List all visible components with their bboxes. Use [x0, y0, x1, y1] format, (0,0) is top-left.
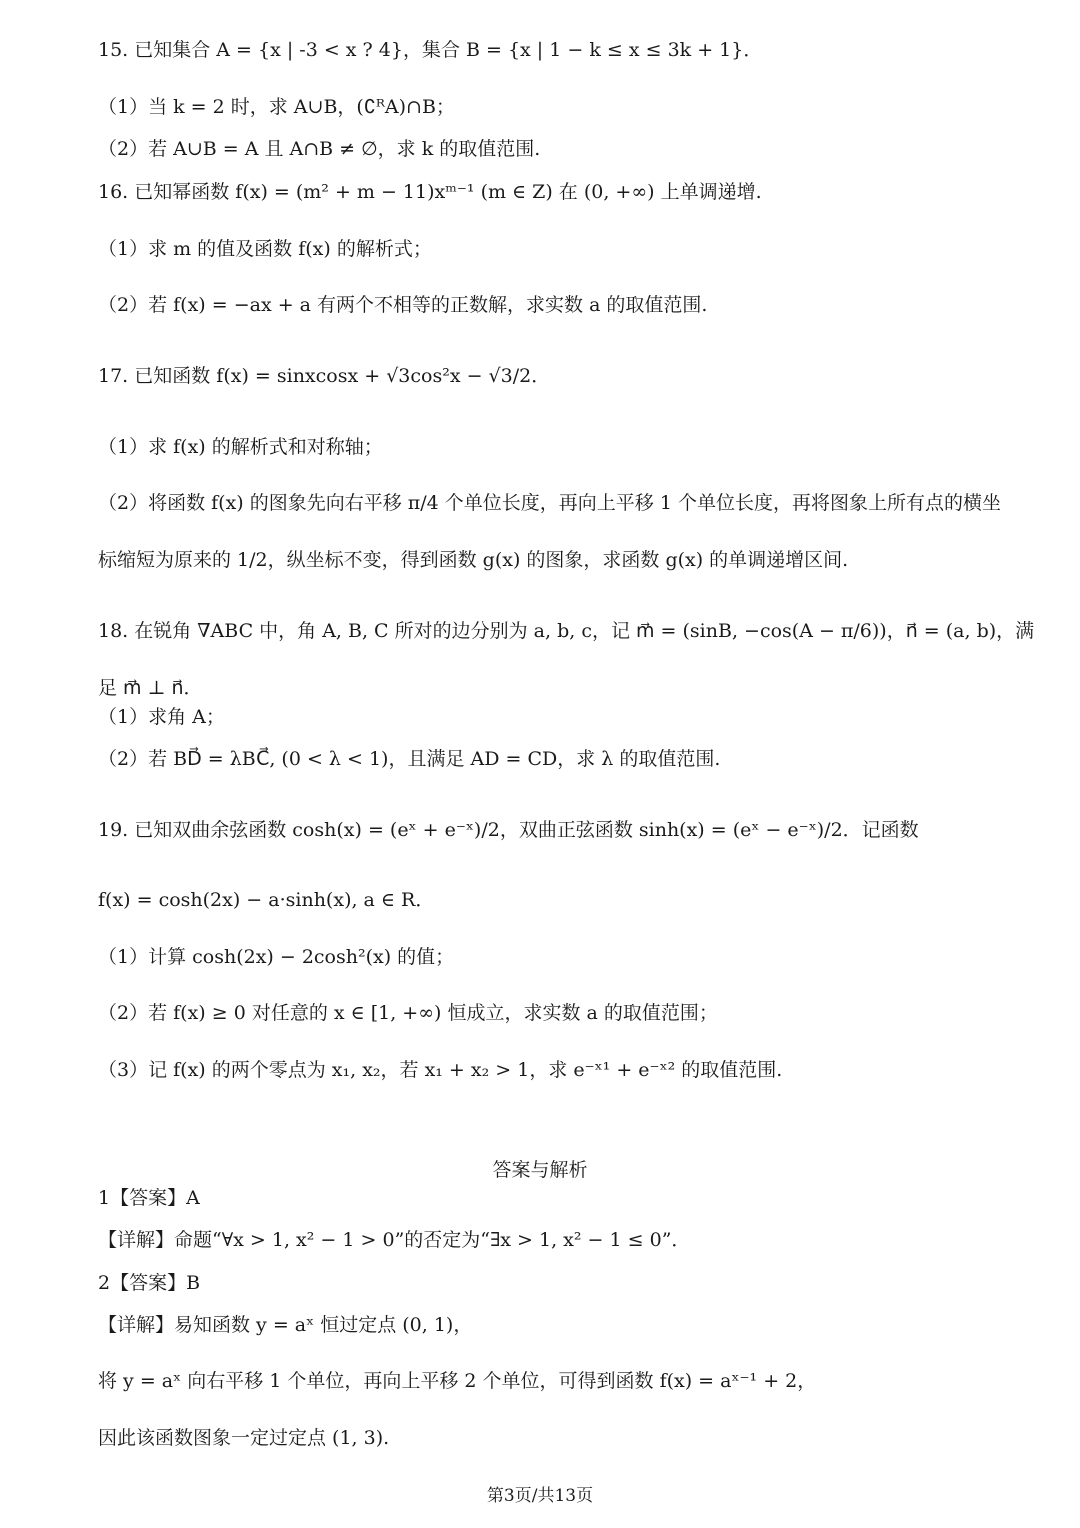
q19-stem-line2: f(x) = cosh(2x) − a·sinh(x), a ∈ R． [98, 889, 435, 911]
q16-part1: （1）求 m 的值及函数 f(x) 的解析式； [98, 238, 432, 260]
q15-stem: 15. 已知集合 A = {x | -3 < x ? 4}，集合 B = {x | 1 − k ≤ x ≤ 3k + 1}． [98, 39, 763, 61]
q19-part1: （1）计算 cosh(2x) − 2cosh²(x) 的值； [98, 946, 455, 968]
q17-part2-line2: 标缩短为原来的 1/2，纵坐标不变，得到函数 g(x) 的图象，求函数 g(x) 的单调递增区间. [98, 549, 849, 571]
q17-stem: 17. 已知函数 f(x) = sinxcosx + √3cos²x − √3/2． [98, 365, 551, 387]
answers-title: 答案与解析 [492, 1159, 588, 1181]
answer-1-detail: 【详解】命题“∀x > 1, x² − 1 > 0”的否定为“∃x > 1, x² − 1 ≤ 0”． [98, 1229, 691, 1251]
q15-part2: （2）若 A∪B = A 且 A∩B ≠ ∅，求 k 的取值范围. [98, 138, 541, 160]
page-footer: 第3页/共13页 [486, 1486, 594, 1506]
q16-stem: 16. 已知幂函数 f(x) = (m² + m − 11)xᵐ⁻¹ (m ∈ Z) 在 (0, +∞) 上单调递增. [98, 181, 762, 203]
q17-part1: （1）求 f(x) 的解析式和对称轴； [98, 436, 383, 458]
q17-part2-line1: （2）将函数 f(x) 的图象先向右平移 π/4 个单位长度，再向上平移 1 个单位长度，再将图象上所有点的横坐 [98, 492, 1001, 514]
answer-2-detail-3: 因此该函数图象一定过定点 (1, 3). [98, 1427, 390, 1449]
q19-stem-line1: 19. 已知双曲余弦函数 cosh(x) = (eˣ + e⁻ˣ)/2，双曲正弦函数 sinh(x) = (eˣ − e⁻ˣ)/2．记函数 [98, 819, 919, 841]
answer-2-detail-1: 【详解】易知函数 y = aˣ 恒过定点 (0, 1)， [98, 1314, 473, 1336]
q18-stem-line1: 18. 在锐角 ∇ABC 中，角 A, B, C 所对的边分别为 a, b, c，记 m⃗ = (sinB, −cos(A − π/6))，n⃗ = (a, b)，满 [98, 620, 1035, 642]
q18-stem-line2: 足 m⃗ ⊥ n⃗． [98, 677, 203, 699]
q19-part2: （2）若 f(x) ≥ 0 对任意的 x ∈ [1, +∞) 恒成立，求实数 a 的取值范围； [98, 1002, 718, 1024]
q16-part2: （2）若 f(x) = −ax + a 有两个不相等的正数解，求实数 a 的取值范围. [98, 294, 708, 316]
q18-part1: （1）求角 A； [98, 706, 225, 728]
q18-part2: （2）若 BD⃗ = λBC⃗, (0 < λ < 1)，且满足 AD = CD，求 λ 的取值范围. [98, 748, 721, 770]
q15-part1: （1）当 k = 2 时，求 A∪B，(∁ᴿA)∩B； [98, 96, 455, 118]
answer-2-label: 2【答案】B [98, 1272, 201, 1294]
answer-2-detail-2: 将 y = aˣ 向右平移 1 个单位，再向上平移 2 个单位，可得到函数 f(x) = aˣ⁻¹ + 2， [98, 1370, 817, 1392]
q19-part3: （3）记 f(x) 的两个零点为 x₁, x₂，若 x₁ + x₂ > 1，求 e⁻ˣ¹ + e⁻ˣ² 的取值范围. [98, 1059, 783, 1081]
answer-1-label: 1【答案】A [98, 1187, 200, 1209]
